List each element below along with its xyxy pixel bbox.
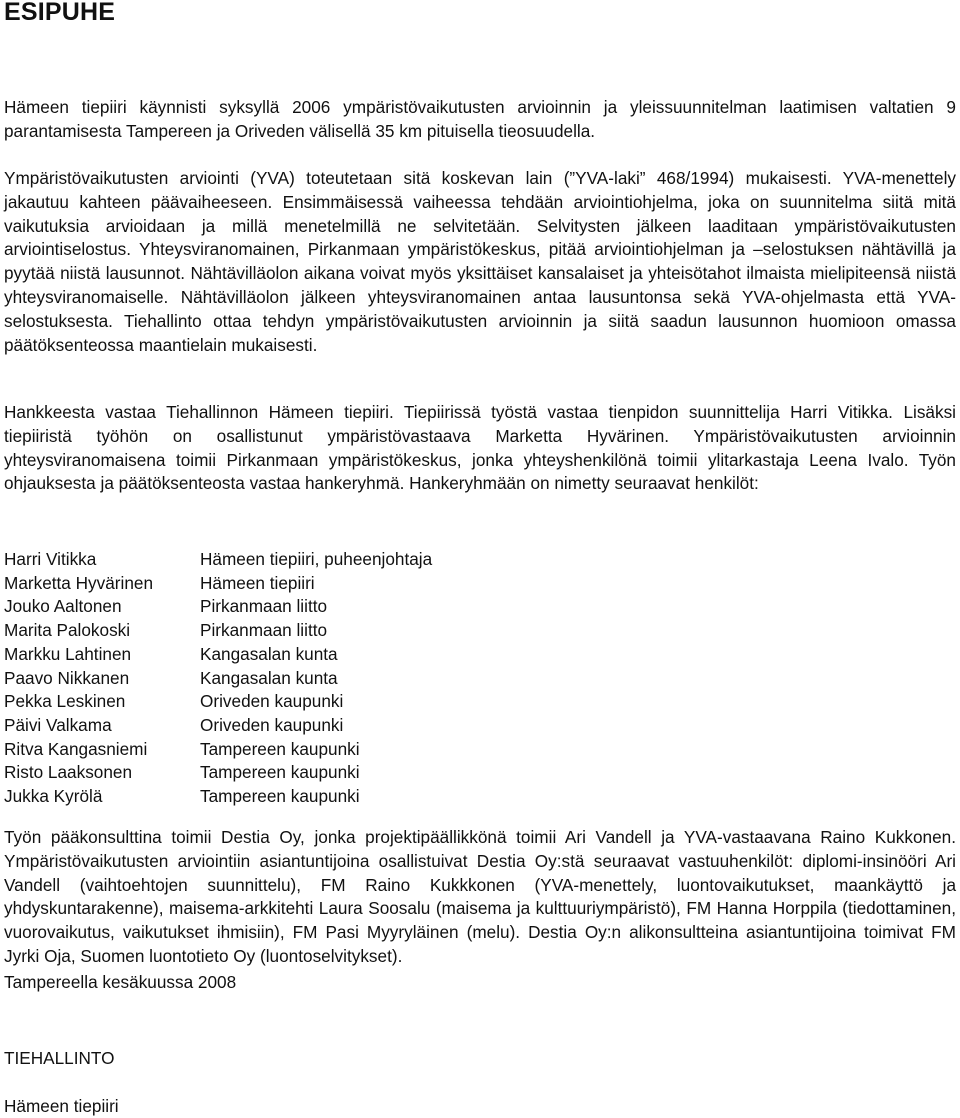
signature-unit: Hämeen tiepiiri — [4, 1096, 119, 1116]
place-and-date: Tampereella kesäkuussa 2008 — [4, 972, 237, 992]
member-name: Markku Lahtinen — [4, 643, 132, 664]
member-name: Paavo Nikkanen — [4, 667, 130, 688]
member-organization: Tampereen kaupunki — [200, 738, 360, 759]
member-organization: Pirkanmaan liitto — [200, 620, 328, 641]
member-organization: Hämeen tiepiiri — [200, 572, 315, 593]
member-organization: Kangasalan kunta — [200, 667, 338, 688]
member-name: Marita Palokoski — [4, 620, 131, 641]
member-organization: Tampereen kaupunki — [200, 786, 360, 807]
member-organization: Tampereen kaupunki — [200, 762, 360, 783]
member-name: Pekka Leskinen — [4, 691, 126, 712]
list-item — [4, 738, 600, 762]
member-organization: Oriveden kaupunki — [200, 714, 344, 735]
list-item — [4, 548, 600, 572]
list-item — [4, 572, 600, 596]
list-item — [4, 595, 600, 619]
member-name: Harri Vitikka — [4, 549, 97, 569]
intro-paragraph: Hämeen tiepiiri käynnisti syksyllä 2006 ympäristövaikutusten arvioinnin ja yleissuunnitelman laatimisen valtatien 9 parantamisesta Tampereen ja Oriveden välisellä 35 km pituisella tieosuudella. — [4, 97, 956, 141]
consultant-paragraph: Työn pääkonsulttina toimii Destia Oy, jonka projektipäällikkönä toimii Ari Vandell ja YVA-vastaavana Raino Kukkonen. Ympäristövaikutusten arviointiin asiantuntijoina osallistuivat Destia Oy:stä seuraavat vastuuhenkilöt: diplomi-insinööri Ari Vandell (vaihtoehtojen suunnittelu), FM Raino Kukkkonen (YVA-menettely, luontovaikutukset, maankäyttö ja yhdyskuntarakenne), maisema-arkkitehti Laura Soosalu (maisema ja kulttuuriympäristö), FM Hanna Horppila (tiedottaminen, vuorovaikutus, vaikutukset ihmisiin), FM Pasi Myyryläinen (melu). Destia Oy:n alikonsultteina asiantuntijoina toimivat FM Jyrki Oja, Suomen luontotieto Oy (luontoselvitykset). — [4, 827, 956, 966]
member-name: Jouko Aaltonen — [4, 596, 122, 617]
yva-process-paragraph: Ympäristövaikutusten arviointi (YVA) toteutetaan sitä koskevan lain (”YVA-laki” 468/1994) mukaisesti. YVA-menettely jakautuu kahteen päävaiheeseen. Ensimmäisessä vaiheessa tehdään arviointiohjelma, joka on suunnitelma siitä mitä vaikutuksia arvioidaan ja millä menetelmillä ne selvitetään. Selvitysten jälkeen laaditaan ympäristövaikutusten arviointiselostus. Yhteysviranomainen, Pirkanmaan ympäristökeskus, pitää arviointiohjelman ja –selostuksen nähtävillä ja pyytää niistä lausunnot. Nähtävilläolon aikana voivat myös yksittäiset kansalaiset ja yhteisötahot ilmaista mielipiteensä niistä yhteysviranomaiselle. Nähtävilläolon jälkeen yhteysviranomainen antaa lausuntonsa sekä YVA-ohjelmasta että YVA-selostuksesta. Tiehallinto ottaa tehdyn ympäristövaikutusten arvioinnin ja siitä saadun lausunnon huomioon omassa päätöksenteossa maantielain mukaisesti. — [4, 168, 956, 355]
member-organization: Hämeen tiepiiri, puheenjohtaja — [200, 549, 433, 569]
member-organization: Oriveden kaupunki — [200, 691, 344, 712]
list-item — [4, 667, 600, 691]
list-item — [4, 714, 600, 738]
list-item — [4, 690, 600, 714]
member-organization: Pirkanmaan liitto — [200, 596, 328, 617]
list-item — [4, 619, 600, 643]
page-title: ESIPUHE — [4, 0, 116, 26]
project-responsibility-paragraph: Hankkeesta vastaa Tiehallinnon Hämeen tiepiiri. Tiepiirissä työstä vastaa tienpidon suunnittelija Harri Vitikka. Lisäksi tiepiiristä työhön on osallistunut ympäristövastaava Marketta Hyvärinen. Ympäristövaikutusten arvioinnin yhteysviranomaisena toimii Pirkanmaan ympäristökeskus, jonka yhteyshenkilönä toimii ylitarkastaja Leena Ivalo. Työn ohjauksesta ja päätöksenteosta vastaa hankeryhmä. Hankeryhmään on nimetty seuraavat henkilöt: — [4, 402, 956, 494]
signature-organization: TIEHALLINTO — [4, 1048, 115, 1068]
member-name: Risto Laaksonen — [4, 762, 133, 783]
member-organization: Kangasalan kunta — [200, 643, 338, 664]
member-name: Päivi Valkama — [4, 714, 112, 735]
list-item — [4, 785, 600, 809]
member-name: Marketta Hyvärinen — [4, 572, 154, 593]
member-name: Jukka Kyrölä — [4, 786, 103, 807]
member-name: Ritva Kangasniemi — [4, 738, 148, 759]
list-item — [4, 761, 600, 785]
list-item — [4, 643, 600, 667]
project-group-list — [4, 548, 600, 809]
